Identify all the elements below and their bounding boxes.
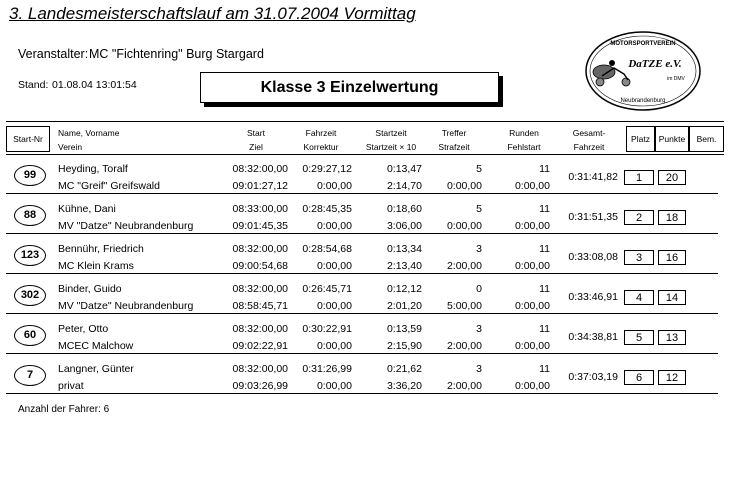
col-treffer-line1: Treffer xyxy=(441,128,467,138)
col-startzeit-line2: Startzeit × 10 xyxy=(365,142,417,152)
cell-club: MC "Greif" Greifswald xyxy=(58,180,160,192)
row-divider xyxy=(6,273,718,274)
cell-ziel: 09:01:27,12 xyxy=(232,180,288,192)
cell-treffer: 3 xyxy=(476,243,482,255)
cell-gesamt: 0:31:51,35 xyxy=(568,211,618,223)
cell-treffer: 5 xyxy=(476,203,482,215)
col-bem: Bem. xyxy=(689,126,724,152)
cell-ziel: 09:00:54,68 xyxy=(232,260,288,272)
cell-fahrzeit: 0:31:26,99 xyxy=(302,363,352,375)
cell-fahrzeit: 0:26:45,71 xyxy=(302,283,352,295)
cell-start: 08:32:00,00 xyxy=(232,283,288,295)
logo-top-text: MOTORSPORTVEREIN xyxy=(610,41,676,47)
cell-club: MCEC Malchow xyxy=(58,340,134,352)
cell-startzeit10: 2:15,90 xyxy=(386,340,422,352)
cell-club: MV "Datze" Neubrandenburg xyxy=(58,220,194,232)
table-row xyxy=(6,317,724,354)
cell-korrektur: 0:00,00 xyxy=(316,340,352,352)
cell-fehlstart: 0:00,00 xyxy=(514,180,550,192)
rank-box: 2 xyxy=(624,210,654,225)
col-fahrzeit-line1: Fahrzeit xyxy=(305,128,337,138)
cell-korrektur: 0:00,00 xyxy=(316,220,352,232)
page-title: 3. Landesmeisterschaftslauf am 31.07.2004 Vormittag xyxy=(9,4,416,23)
col-name-line1: Name, Vorname xyxy=(58,128,120,138)
col-gesamt xyxy=(558,126,620,154)
cell-startzeit: 0:21,62 xyxy=(386,363,422,375)
cell-startzeit10: 2:01,20 xyxy=(386,300,422,312)
cell-start: 08:32:00,00 xyxy=(232,163,288,175)
table-row xyxy=(6,157,724,194)
cell-strafzeit: 0:00,00 xyxy=(446,220,482,232)
points-box: 12 xyxy=(658,370,686,385)
start-number-badge: 7 xyxy=(14,365,46,386)
cell-fahrzeit: 0:28:54,68 xyxy=(302,243,352,255)
cell-korrektur: 0:00,00 xyxy=(316,380,352,392)
cell-startzeit: 0:18,60 xyxy=(386,203,422,215)
cell-strafzeit: 2:00,00 xyxy=(446,340,482,352)
cell-treffer: 5 xyxy=(476,163,482,175)
col-start-line2: Ziel xyxy=(249,142,263,152)
col-runden-line2: Fehlstart xyxy=(507,142,541,152)
cell-startzeit: 0:12,12 xyxy=(386,283,422,295)
col-start-line1: Start xyxy=(247,128,265,138)
logo-bottom: Neubrandenburg xyxy=(620,98,666,104)
cell-gesamt: 0:34:38,81 xyxy=(568,331,618,343)
cell-treffer: 3 xyxy=(476,363,482,375)
table-row xyxy=(6,237,724,274)
col-fahrzeit xyxy=(290,126,352,154)
col-startnr: Start-Nr xyxy=(6,126,50,152)
cell-gesamt: 0:31:41,82 xyxy=(568,171,618,183)
cell-startzeit: 0:13,59 xyxy=(386,323,422,335)
cell-fehlstart: 0:00,00 xyxy=(514,220,550,232)
table-row xyxy=(6,357,724,394)
cell-treffer: 3 xyxy=(476,323,482,335)
cell-gesamt: 0:37:03,19 xyxy=(568,371,618,383)
cell-fahrzeit: 0:28:45,35 xyxy=(302,203,352,215)
col-name-line2: Verein xyxy=(58,142,83,152)
cell-runden: 11 xyxy=(539,243,550,255)
cell-startzeit: 0:13,47 xyxy=(386,163,422,175)
points-box: 18 xyxy=(658,210,686,225)
cell-gesamt: 0:33:46,91 xyxy=(568,291,618,303)
col-startzeit-line1: Startzeit xyxy=(375,128,407,138)
rank-box: 5 xyxy=(624,330,654,345)
cell-treffer: 0 xyxy=(476,283,482,295)
cell-club: MV "Datze" Neubrandenburg xyxy=(58,300,194,312)
table-row xyxy=(6,277,724,314)
start-number-badge: 302 xyxy=(14,285,46,306)
class-title: Klasse 3 Einzelwertung xyxy=(200,72,499,103)
cell-ziel: 09:03:26,99 xyxy=(232,380,288,392)
cell-strafzeit: 0:00,00 xyxy=(446,180,482,192)
cell-club: privat xyxy=(58,380,84,392)
col-runden-line1: Runden xyxy=(509,128,539,138)
points-box: 14 xyxy=(658,290,686,305)
col-platz: Platz xyxy=(626,126,655,152)
points-box: 13 xyxy=(658,330,686,345)
cell-runden: 11 xyxy=(539,203,550,215)
rank-box: 3 xyxy=(624,250,654,265)
cell-strafzeit: 2:00,00 xyxy=(446,380,482,392)
row-divider xyxy=(6,353,718,354)
cell-fehlstart: 0:00,00 xyxy=(514,340,550,352)
stand-line xyxy=(18,79,137,91)
cell-strafzeit: 2:00,00 xyxy=(446,260,482,272)
stand-label: Stand: xyxy=(18,79,49,91)
cell-startzeit: 0:13,34 xyxy=(386,243,422,255)
cell-name: Bennühr, Friedrich xyxy=(58,243,144,255)
cell-runden: 11 xyxy=(539,323,550,335)
club-logo xyxy=(584,30,702,112)
driver-count: Anzahl der Fahrer: 6 xyxy=(18,404,110,415)
cell-startzeit10: 3:06,00 xyxy=(386,220,422,232)
cell-korrektur: 0:00,00 xyxy=(316,300,352,312)
row-divider xyxy=(6,193,718,194)
cell-name: Peter, Otto xyxy=(58,323,109,335)
cell-fehlstart: 0:00,00 xyxy=(514,380,550,392)
col-treffer-line2: Strafzeit xyxy=(438,142,470,152)
cell-gesamt: 0:33:08,08 xyxy=(568,251,618,263)
organizer-value: MC "Fichtenring" Burg Stargard xyxy=(89,47,264,61)
col-startzeit xyxy=(358,126,424,154)
header-rule-top xyxy=(6,121,724,122)
rank-box: 6 xyxy=(624,370,654,385)
logo-name: DaTZE e.V. xyxy=(628,58,682,70)
header-rule-bottom xyxy=(6,154,724,155)
cell-ziel: 09:02:22,91 xyxy=(232,340,288,352)
rank-box: 1 xyxy=(624,170,654,185)
cell-name: Binder, Guido xyxy=(58,283,122,295)
start-number-badge: 88 xyxy=(14,205,46,226)
start-number-badge: 99 xyxy=(14,165,46,186)
organizer-line xyxy=(18,47,264,61)
cell-fehlstart: 0:00,00 xyxy=(514,300,550,312)
col-treffer xyxy=(424,126,484,154)
cell-startzeit10: 2:13,40 xyxy=(386,260,422,272)
cell-name: Heyding, Toralf xyxy=(58,163,128,175)
cell-korrektur: 0:00,00 xyxy=(316,260,352,272)
col-punkte: Punkte xyxy=(655,126,689,152)
col-fahrzeit-line2: Korrektur xyxy=(303,142,339,152)
row-divider xyxy=(6,313,718,314)
cell-strafzeit: 5:00,00 xyxy=(446,300,482,312)
stand-value: 01.08.04 13:01:54 xyxy=(52,79,137,91)
col-name xyxy=(58,126,119,154)
points-box: 16 xyxy=(658,250,686,265)
logo-side: im DMV xyxy=(667,76,685,82)
col-gesamt-line2: Fahrzeit xyxy=(573,142,605,152)
cell-startzeit10: 2:14,70 xyxy=(386,180,422,192)
col-gesamt-line1: Gesamt- xyxy=(572,128,606,138)
cell-fahrzeit: 0:29:27,12 xyxy=(302,163,352,175)
cell-fehlstart: 0:00,00 xyxy=(514,260,550,272)
cell-name: Kühne, Dani xyxy=(58,203,116,215)
cell-start: 08:32:00,00 xyxy=(232,363,288,375)
cell-club: MC Klein Krams xyxy=(58,260,134,272)
table-row xyxy=(6,197,724,234)
points-box: 20 xyxy=(658,170,686,185)
organizer-label: Veranstalter: xyxy=(18,47,89,61)
cell-name: Langner, Günter xyxy=(58,363,134,375)
rank-box: 4 xyxy=(624,290,654,305)
col-start xyxy=(226,126,286,154)
row-divider xyxy=(6,233,718,234)
cell-startzeit10: 3:36,20 xyxy=(386,380,422,392)
cell-runden: 11 xyxy=(539,363,550,375)
start-number-badge: 60 xyxy=(14,325,46,346)
cell-start: 08:32:00,00 xyxy=(232,243,288,255)
cell-korrektur: 0:00,00 xyxy=(316,180,352,192)
row-divider xyxy=(6,393,718,394)
cell-start: 08:32:00,00 xyxy=(232,323,288,335)
start-number-badge: 123 xyxy=(14,245,46,266)
cell-runden: 11 xyxy=(539,283,550,295)
cell-runden: 11 xyxy=(539,163,550,175)
col-runden xyxy=(494,126,554,154)
cell-ziel: 09:01:45,35 xyxy=(232,220,288,232)
cell-ziel: 08:58:45,71 xyxy=(232,300,288,312)
cell-start: 08:33:00,00 xyxy=(232,203,288,215)
cell-fahrzeit: 0:30:22,91 xyxy=(302,323,352,335)
